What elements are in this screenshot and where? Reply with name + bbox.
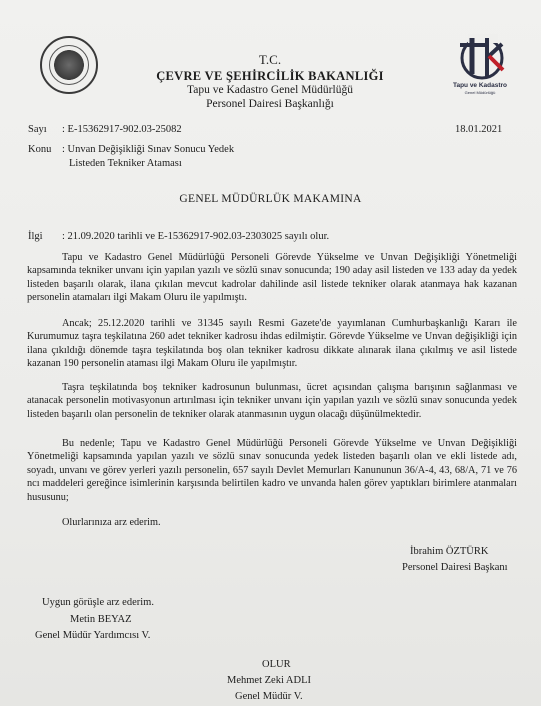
konu-line1: : Unvan Değişikliği Sınav Sonucu Yedek xyxy=(62,144,235,155)
body-paragraph-2: Ancak; 25.12.2020 tarihli ve 31345 sayılı Resmi Gazete'de yayımlanan Cumhurbaşkanlığı Kararı ile Kurumumuz taşra teşkilatına 260 adet tekniker kadrosu ihdas edilmiştir. Görevde Yükselme ve Unvan değişikliği için ilana çıkıldığı dönemde taşra teşkilatında boş olan tekniker kadrosu dikkate alınarak ilana çıkılmış ve asil listede kazanan 190 personelin ataması ilgi Makam Oluru ile yapılmıştır. xyxy=(27,318,517,370)
addressee-title: GENEL MÜDÜRLÜK MAKAMINA xyxy=(179,193,362,205)
olur-name: Mehmet Zeki ADLI xyxy=(227,675,311,686)
body-paragraph-5: Olurlarınıza arz ederim. xyxy=(62,517,161,528)
sayi-label: Sayı xyxy=(28,124,47,135)
header-department: Personel Dairesi Başkanlığı xyxy=(206,98,334,110)
body-paragraph-1: Tapu ve Kadastro Genel Müdürlüğü Personeli Görevde Yükselme ve Unvan Değişikliği Yönetmeliği kapsamında tekniker unvanı için yapılan yazılı ve sözlü sınav sonucunda; 190 aday asil listeden ve 133 aday da yedek listeden başarılı olarak, ilana çıkılan mevcut kadrolar dahilinde asil listede tekniker olarak atanmaya hak kazanan personelin atamaları ilgi Makam Oluru ile yapılmıştı. xyxy=(27,252,517,304)
logo-sub: Genel Müdürlüğü xyxy=(464,90,496,95)
olur-label: OLUR xyxy=(262,659,291,670)
document-date: 18.01.2021 xyxy=(455,124,503,135)
body-paragraph-3: Taşra teşkilatında boş tekniker kadrosunun bulunması, ücret açısından çalışma barışının sağlanması ve atanacak personelin motivasyonun artırılması için tekniker unvanı için yapılan yazılı ve sözlü sınav sonucunda yedek listeden başarılı olan personelin de tekniker olarak atanmasının uygun olacağı düşünülmektedir. xyxy=(27,382,517,420)
logo-name: Tapu ve Kadastro xyxy=(452,82,508,89)
body-paragraph-4: Bu nedenle; Tapu ve Kadastro Genel Müdürlüğü Personeli Görevde Yükselme ve Unvan Değişikliği Yönetmeliği kapsamında yapılan yazılı ve sözlü sınav sonucunda yedek listeden başarılı olan ve ekli listede adı, soyadı, unvanı ve görev yerleri yazılı personelin, 657 sayılı Devlet Memurları Kanununun 36/A-4, 43, 68/A, 71 ve 76 ncı maddeleri gereğince isimlerinin karşısında belirtilen kadro ve unvanda halen görev yaptıkları birimlere atanmaları hususunu; xyxy=(27,438,517,503)
ilgi-value: : 21.09.2020 tarihli ve E-15362917-902.03-2303025 sayılı olur. xyxy=(62,231,330,242)
olur-title: Genel Müdür V. xyxy=(235,691,303,702)
header-directorate: Tapu ve Kadastro Genel Müdürlüğü xyxy=(187,84,353,96)
header-ministry: ÇEVRE VE ŞEHİRCİLİK BAKANLIĞI xyxy=(156,69,384,83)
ministry-seal-icon xyxy=(40,36,98,94)
header-tc: T.C. xyxy=(258,52,282,67)
konu-line2: Listeden Tekniker Ataması xyxy=(69,158,182,169)
signatory-name: İbrahim ÖZTÜRK xyxy=(410,546,489,557)
konu-label: Konu xyxy=(28,144,52,155)
ilgi-label: İlgi xyxy=(28,231,43,242)
logo-label xyxy=(440,82,520,96)
approver-title: Genel Müdür Yardımcısı V. xyxy=(35,630,151,641)
approver-name: Metin BEYAZ xyxy=(70,614,132,625)
sayi-value: : E-15362917-902.03-25082 xyxy=(62,124,182,135)
approval-note: Uygun görüşle arz ederim. xyxy=(42,597,154,608)
signatory-title: Personel Dairesi Başkanı xyxy=(402,562,508,573)
